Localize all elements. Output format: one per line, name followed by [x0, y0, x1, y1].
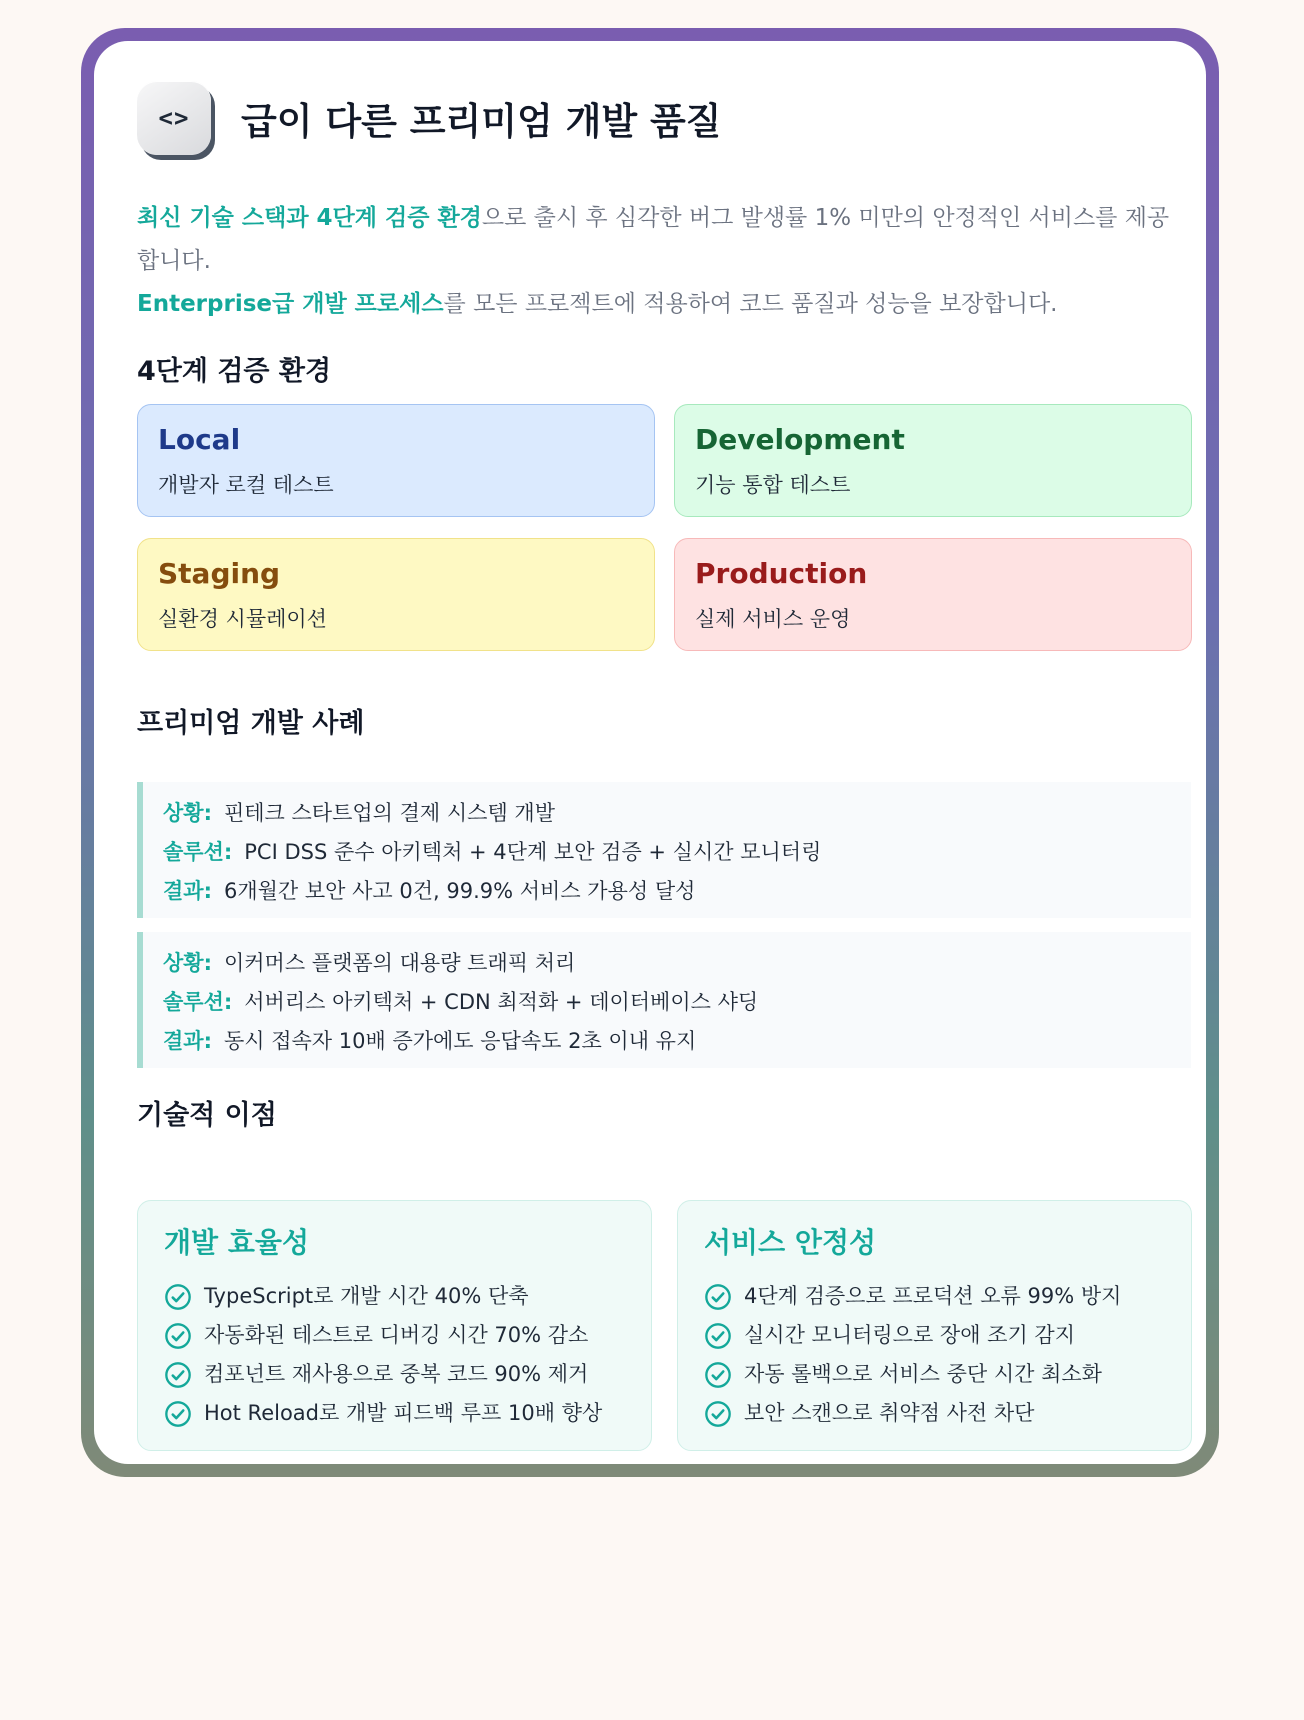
code-brackets-icon: <> — [137, 81, 211, 155]
benefit-item-text: 실시간 모니터링으로 장애 조기 감지 — [744, 1323, 1075, 1347]
env-name: Production — [695, 557, 868, 590]
benefit-item — [704, 1394, 1165, 1433]
case-label: 솔루션: — [163, 990, 233, 1014]
benefit-item — [164, 1316, 625, 1355]
check-circle-icon — [164, 1361, 192, 1389]
env-desc: 실환경 시뮬레이션 — [158, 607, 327, 631]
env-name: Development — [695, 423, 905, 456]
benefit-item-text: 4단계 검증으로 프로덕션 오류 99% 방지 — [744, 1284, 1122, 1308]
intro-rest-1: 으로 출시 후 심각한 버그 발생률 1% 미만의 안정적인 서비스를 제공합니다. — [137, 205, 1170, 274]
case-label: 상황: — [163, 951, 212, 975]
check-circle-icon — [164, 1400, 192, 1428]
content-card — [94, 41, 1206, 1464]
case-value: 서버리스 아키텍처 + CDN 최적화 + 데이터베이스 샤딩 — [244, 990, 759, 1014]
intro-line-2 — [137, 283, 1177, 326]
case-value: 6개월간 보안 사고 0건, 99.9% 서비스 가용성 달성 — [223, 879, 696, 903]
page-title: 급이 다른 프리미엄 개발 품질 — [241, 100, 722, 143]
env-desc: 개발자 로컬 테스트 — [158, 473, 334, 497]
benefit-item — [704, 1277, 1165, 1316]
env-card-production — [674, 538, 1192, 651]
case-label: 결과: — [163, 1029, 212, 1053]
case-label: 솔루션: — [163, 840, 233, 864]
benefit-item-text: 컴포넌트 재사용으로 중복 코드 90% 제거 — [204, 1362, 589, 1386]
case-value: 이커머스 플랫폼의 대용량 트래픽 처리 — [223, 951, 576, 975]
benefit-item-text: Hot Reload로 개발 피드백 루프 10배 향상 — [204, 1401, 603, 1425]
check-circle-icon — [704, 1400, 732, 1428]
case-situation — [163, 794, 1191, 833]
benefit-card-stability — [677, 1200, 1192, 1451]
benefit-card-title: 서비스 안정성 — [704, 1226, 877, 1259]
case-result — [163, 1022, 1191, 1061]
environments-title: 4단계 검증 환경 — [137, 356, 332, 387]
cases-title: 프리미엄 개발 사례 — [137, 708, 365, 739]
case-label: 결과: — [163, 879, 212, 903]
case-value: PCI DSS 준수 아키텍처 + 4단계 보안 검증 + 실시간 모니터링 — [244, 840, 822, 864]
benefit-card-efficiency — [137, 1200, 652, 1451]
check-circle-icon — [164, 1283, 192, 1311]
check-circle-icon — [164, 1322, 192, 1350]
env-card-development — [674, 404, 1192, 517]
case-value: 핀테크 스타트업의 결제 시스템 개발 — [223, 801, 555, 825]
case-result — [163, 872, 1191, 911]
case-value: 동시 접속자 10배 증가에도 응답속도 2초 이내 유지 — [223, 1029, 697, 1053]
benefit-item — [704, 1355, 1165, 1394]
benefit-item — [164, 1355, 625, 1394]
benefit-item-text: 자동화된 테스트로 디버깅 시간 70% 감소 — [204, 1323, 589, 1347]
benefit-item-text: TypeScript로 개발 시간 40% 단축 — [204, 1284, 529, 1308]
case-solution — [163, 833, 1191, 872]
env-desc: 기능 통합 테스트 — [695, 473, 851, 497]
intro-line-1 — [137, 197, 1177, 283]
intro-highlight-1: 최신 기술 스택과 4단계 검증 환경 — [137, 205, 482, 231]
case-card-2 — [137, 932, 1191, 1068]
benefit-item-text: 자동 롤백으로 서비스 중단 시간 최소화 — [744, 1362, 1102, 1386]
check-circle-icon — [704, 1361, 732, 1389]
benefit-list — [164, 1277, 625, 1433]
benefit-item — [704, 1316, 1165, 1355]
benefit-list — [704, 1277, 1165, 1433]
benefit-card-title: 개발 효율성 — [164, 1226, 309, 1259]
check-circle-icon — [704, 1322, 732, 1350]
gradient-frame — [81, 28, 1219, 1477]
benefit-item — [164, 1277, 625, 1316]
env-card-local — [137, 404, 655, 517]
intro-text — [137, 197, 1177, 326]
check-circle-icon — [704, 1283, 732, 1311]
env-card-staging — [137, 538, 655, 651]
case-solution — [163, 983, 1191, 1022]
case-label: 상황: — [163, 801, 212, 825]
env-name: Local — [158, 423, 241, 456]
benefits-title: 기술적 이점 — [137, 1100, 277, 1131]
benefit-item-text: 보안 스캔으로 취약점 사전 차단 — [744, 1401, 1035, 1425]
header — [137, 81, 721, 155]
env-name: Staging — [158, 557, 281, 590]
case-card-1 — [137, 782, 1191, 918]
case-situation — [163, 944, 1191, 983]
intro-highlight-2: Enterprise급 개발 프로세스 — [137, 291, 444, 317]
env-desc: 실제 서비스 운영 — [695, 607, 851, 631]
intro-rest-2: 를 모든 프로젝트에 적용하여 코드 품질과 성능을 보장합니다. — [443, 291, 1058, 317]
benefit-item — [164, 1394, 625, 1433]
